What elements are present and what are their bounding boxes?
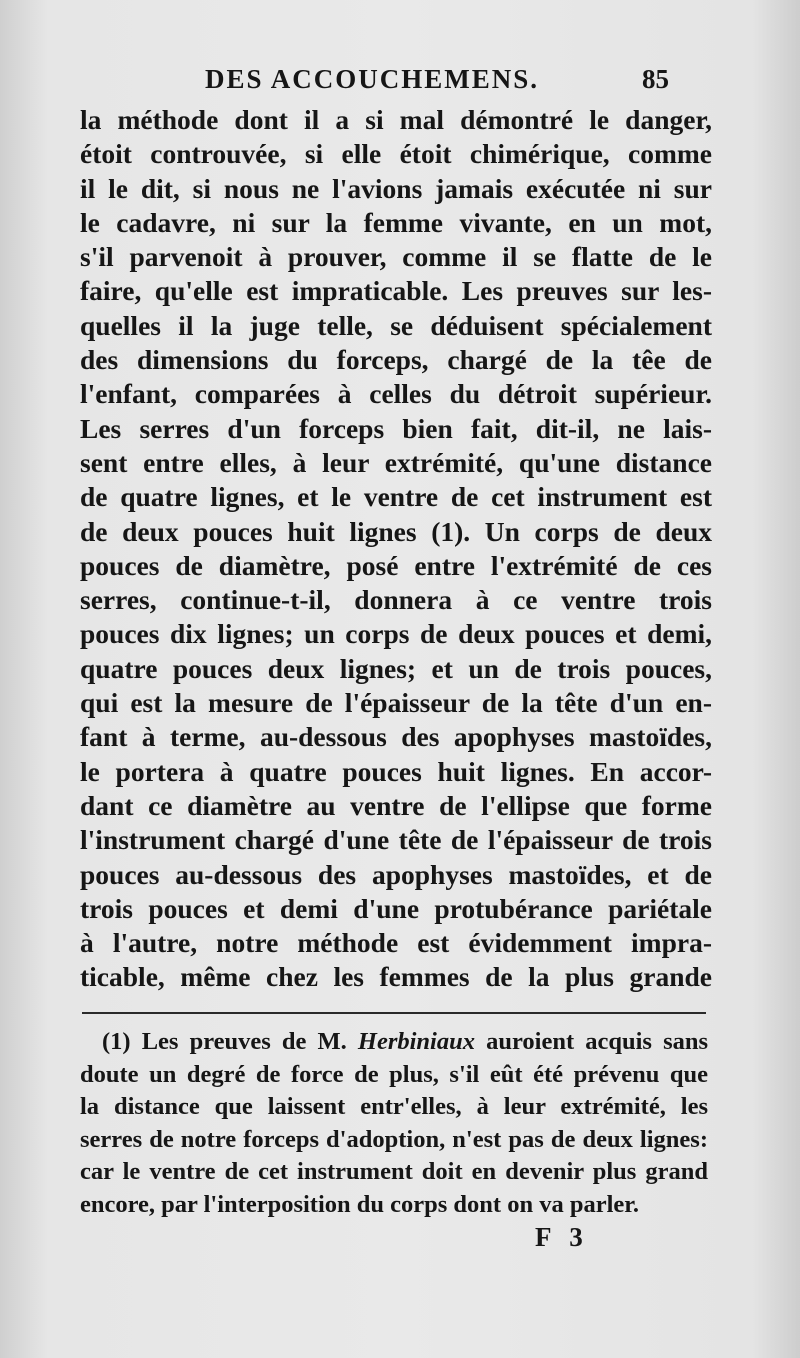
body-line: quatre pouces deux lignes; et un de trois pouces, <box>80 652 712 684</box>
signature-mark: F 3 <box>535 1222 589 1252</box>
body-line: quelles il la juge telle, se déduisent spécialement <box>80 309 712 341</box>
footnote <box>80 1026 708 1222</box>
page-number: 85 <box>642 64 669 94</box>
body-line: étoit controuvée, si elle étoit chimérique, comme <box>80 138 712 170</box>
body-line: trois pouces et demi d'une protubérance pariétale <box>80 892 712 924</box>
body-line: l'enfant, comparées à celles du détroit supérieur. <box>80 378 712 410</box>
footnote-line: car le ventre de cet instrument doit en devenir plus grand <box>80 1158 708 1186</box>
body-line: fant à terme, au-dessous des apophyses mastoïdes, <box>80 721 712 753</box>
body-line: pouces au-dessous des apophyses mastoïdes, et de <box>80 858 712 890</box>
body-line: Les serres d'un forceps bien fait, dit-il, ne lais- <box>80 412 712 444</box>
footnote-line: doute un degré de force de plus, s'il eût été prévenu que <box>80 1060 708 1088</box>
body-line: ticable, même chez les femmes de la plus grande <box>80 961 712 993</box>
body-line: qui est la mesure de l'épaisseur de la tête d'un en- <box>80 687 712 719</box>
footnote-first-line <box>80 1026 708 1059</box>
footnote-text: auroient acquis sans <box>486 1028 709 1055</box>
footnote-cited-name: Herbiniaux <box>357 1028 475 1055</box>
body-line: serres, continue-t-il, donnera à ce ventre trois <box>80 584 712 616</box>
body-line: la méthode dont il a si mal démontré le danger, <box>80 104 712 135</box>
footnote-divider <box>82 1012 706 1014</box>
body-line: il le dit, si nous ne l'avions jamais exécutée ni sur <box>80 172 712 204</box>
body-text <box>80 103 712 995</box>
body-line: le portera à quatre pouces huit lignes. En accor- <box>80 755 712 787</box>
footnote-text: Les preuves de M. <box>141 1028 347 1055</box>
page-header <box>0 64 800 104</box>
body-line: à l'autre, notre méthode est évidemment impra- <box>80 927 712 959</box>
body-line: sent entre elles, à leur extrémité, qu'une distance <box>80 446 712 478</box>
body-line: faire, qu'elle est impraticable. Les preuves sur les- <box>80 275 712 307</box>
footnote-marker: (1) <box>102 1028 131 1055</box>
body-line: de quatre lignes, et le ventre de cet instrument est <box>80 481 712 513</box>
footnote-line: serres de notre forceps d'adoption, n'est pas de deux lignes: <box>80 1125 708 1153</box>
body-line: l'instrument chargé d'une tête de l'épaisseur de trois <box>80 824 712 856</box>
body-line: pouces de diamètre, posé entre l'extrémité de ces <box>80 549 712 581</box>
body-line: des dimensions du forceps, chargé de la têe de <box>80 344 712 376</box>
body-line: pouces dix lignes; un corps de deux pouces et demi, <box>80 618 712 650</box>
body-line: de deux pouces huit lignes (1). Un corps de deux <box>80 515 712 547</box>
running-title: DES ACCOUCHEMENS. <box>205 64 540 94</box>
body-line: le cadavre, ni sur la femme vivante, en un mot, <box>80 206 712 238</box>
body-line: dant ce diamètre au ventre de l'ellipse que forme <box>80 789 712 821</box>
footnote-line: la distance que laissent entr'elles, à leur extrémité, les <box>80 1093 708 1121</box>
footnote-line: encore, par l'interposition du corps dont on va parler. <box>80 1190 640 1218</box>
body-line: s'il parvenoit à prouver, comme il se flatte de le <box>80 241 712 273</box>
